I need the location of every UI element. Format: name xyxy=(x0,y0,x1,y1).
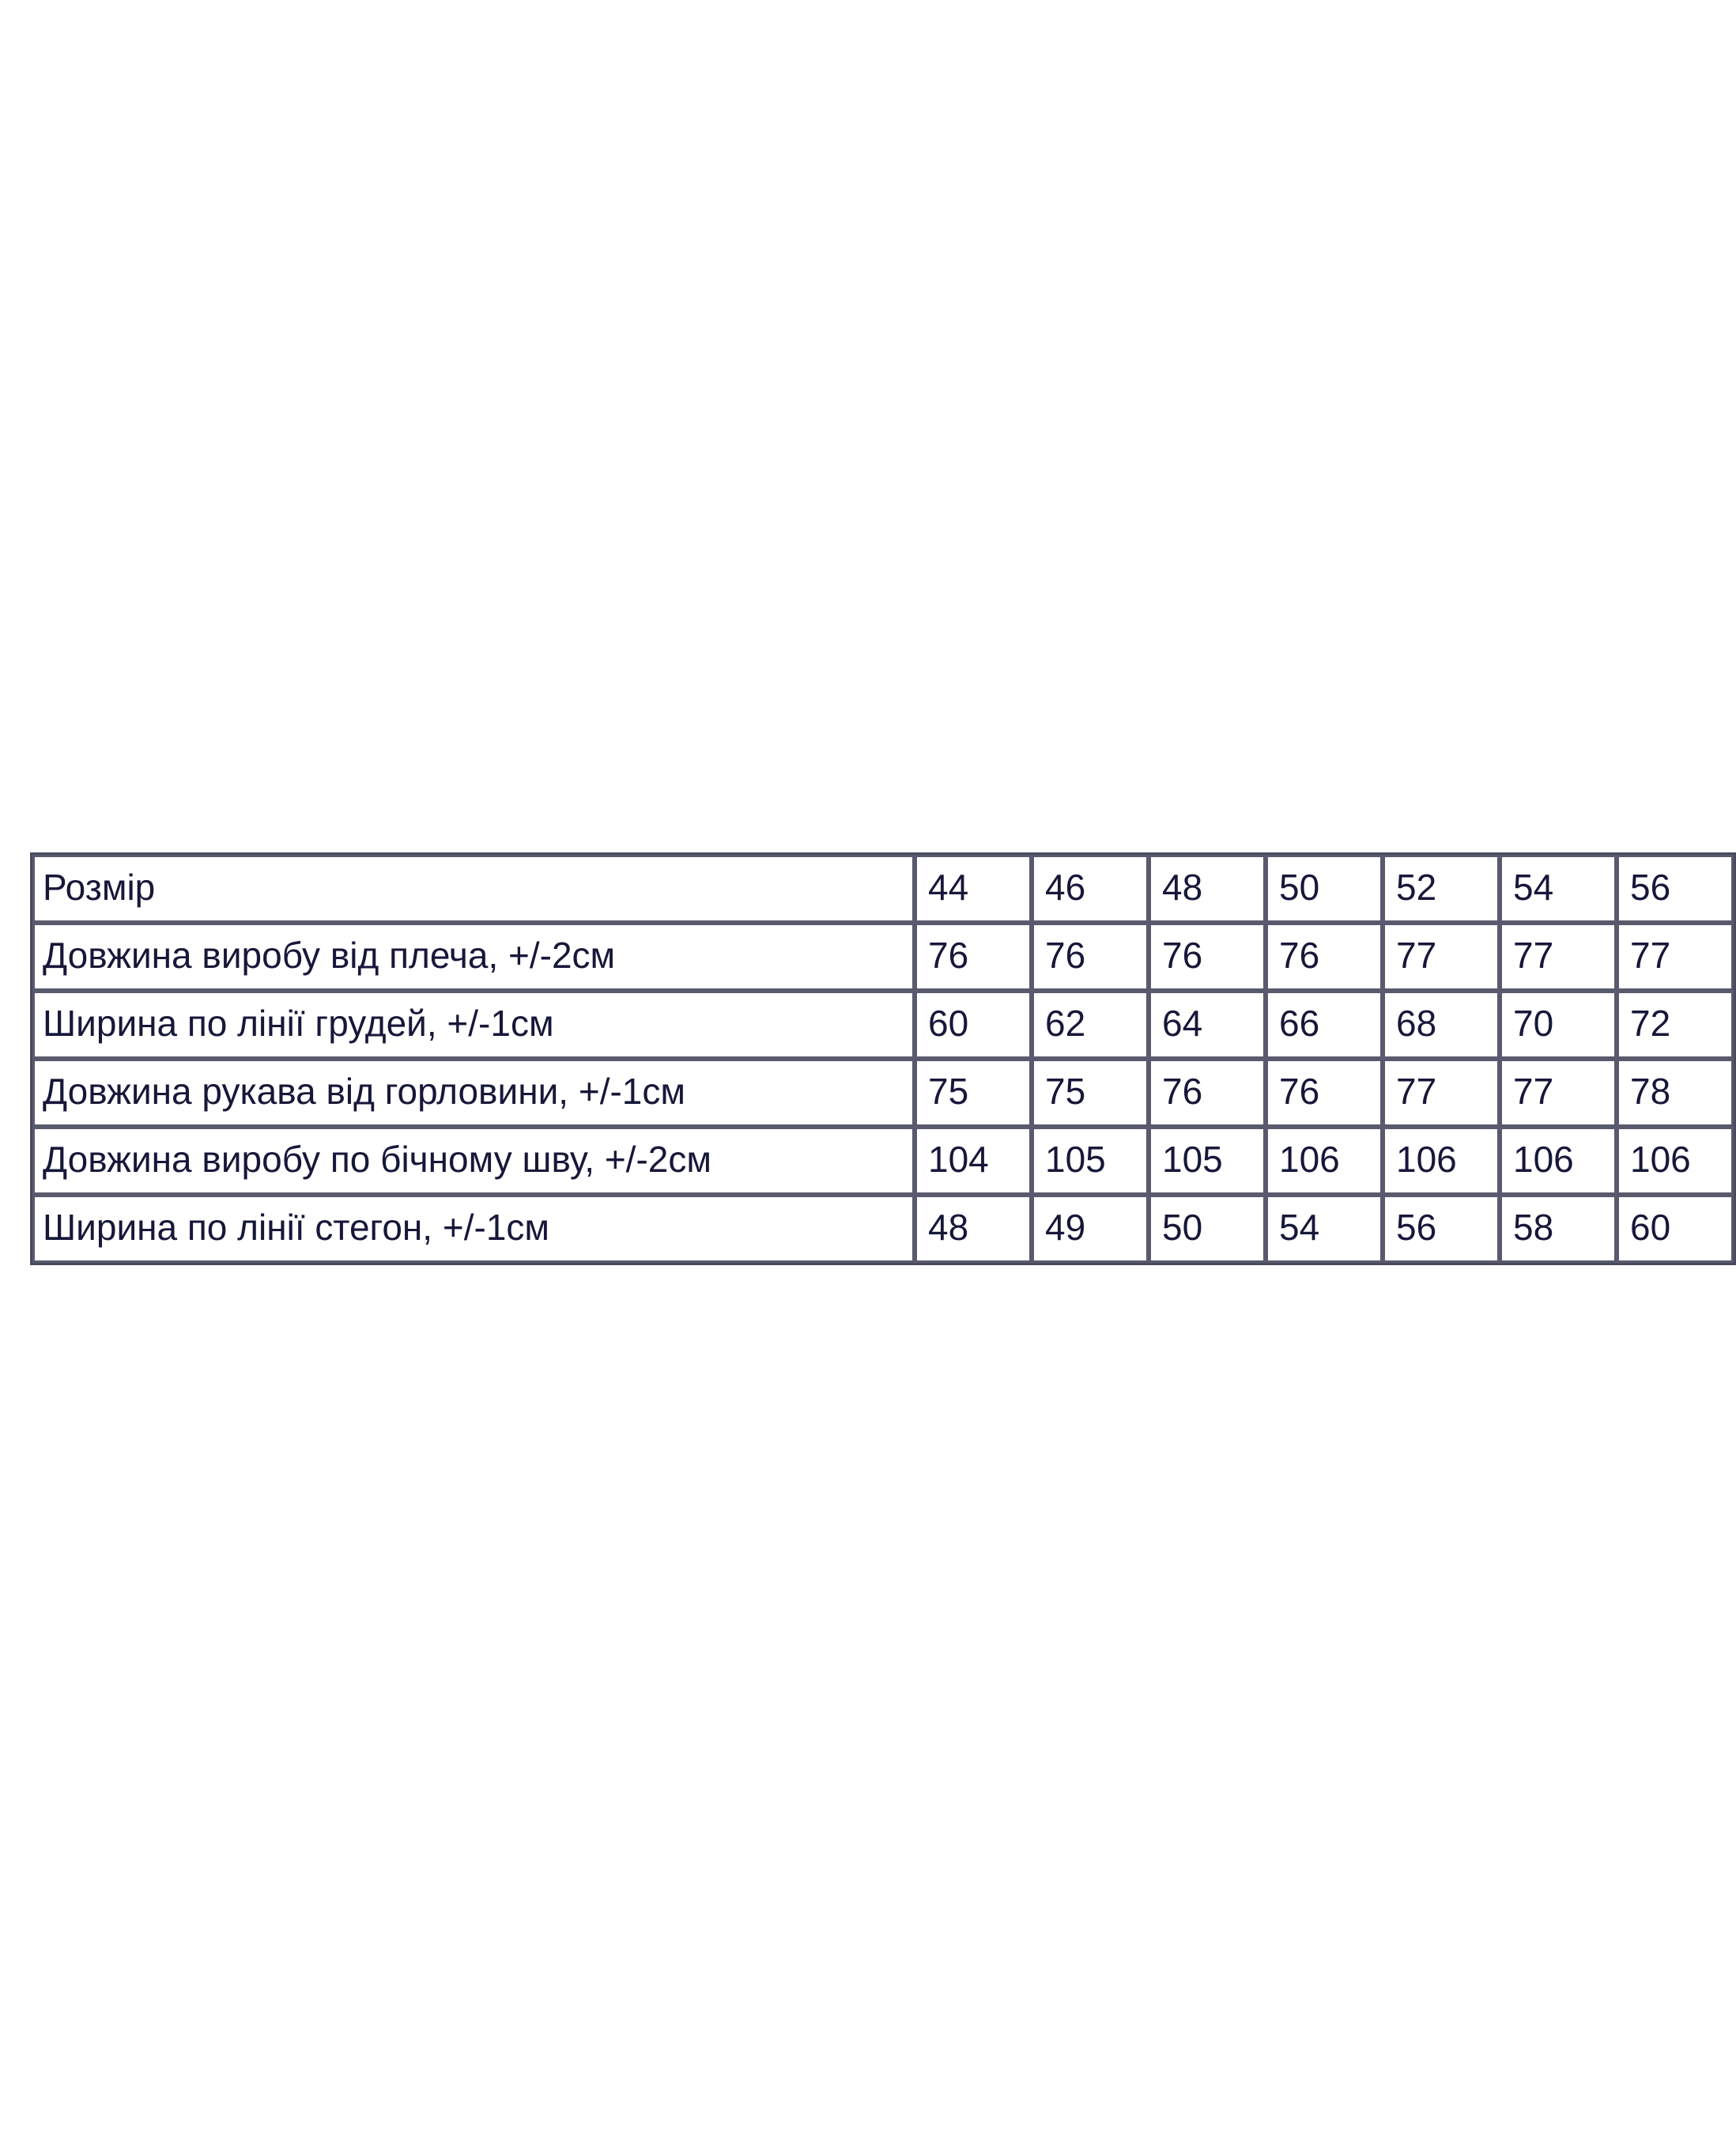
cell-chest-54: 70 xyxy=(1500,991,1617,1059)
cell-hip-52: 56 xyxy=(1383,1195,1500,1263)
cell-chest-52: 68 xyxy=(1383,991,1500,1059)
size-chart-table xyxy=(30,852,1736,1265)
cell-length-shoulder-56: 77 xyxy=(1617,923,1734,991)
cell-hip-46: 49 xyxy=(1032,1195,1149,1263)
cell-side-seam-48: 105 xyxy=(1149,1127,1266,1195)
cell-size-52: 52 xyxy=(1383,855,1500,923)
cell-side-seam-52: 106 xyxy=(1383,1127,1500,1195)
table-row xyxy=(32,855,1734,923)
table-row xyxy=(32,1059,1734,1127)
cell-sleeve-50: 76 xyxy=(1266,1059,1383,1127)
size-chart-container xyxy=(30,852,1691,1265)
cell-size-44: 44 xyxy=(915,855,1032,923)
row-label-sleeve-length: Довжина рукава від горловини, +/-1см xyxy=(32,1059,915,1127)
cell-size-54: 54 xyxy=(1500,855,1617,923)
cell-chest-50: 66 xyxy=(1266,991,1383,1059)
cell-length-shoulder-44: 76 xyxy=(915,923,1032,991)
table-row xyxy=(32,991,1734,1059)
cell-chest-56: 72 xyxy=(1617,991,1734,1059)
cell-length-shoulder-46: 76 xyxy=(1032,923,1149,991)
cell-size-50: 50 xyxy=(1266,855,1383,923)
cell-size-48: 48 xyxy=(1149,855,1266,923)
size-chart-body xyxy=(32,855,1734,1263)
cell-sleeve-54: 77 xyxy=(1500,1059,1617,1127)
cell-length-shoulder-48: 76 xyxy=(1149,923,1266,991)
cell-size-46: 46 xyxy=(1032,855,1149,923)
cell-chest-48: 64 xyxy=(1149,991,1266,1059)
cell-length-shoulder-52: 77 xyxy=(1383,923,1500,991)
cell-sleeve-46: 75 xyxy=(1032,1059,1149,1127)
table-row xyxy=(32,1127,1734,1195)
cell-hip-56: 60 xyxy=(1617,1195,1734,1263)
row-label-side-seam-length: Довжина виробу по бічному шву, +/-2см xyxy=(32,1127,915,1195)
table-row xyxy=(32,1195,1734,1263)
cell-hip-54: 58 xyxy=(1500,1195,1617,1263)
cell-hip-48: 50 xyxy=(1149,1195,1266,1263)
cell-chest-44: 60 xyxy=(915,991,1032,1059)
cell-sleeve-48: 76 xyxy=(1149,1059,1266,1127)
cell-side-seam-56: 106 xyxy=(1617,1127,1734,1195)
cell-side-seam-44: 104 xyxy=(915,1127,1032,1195)
cell-hip-50: 54 xyxy=(1266,1195,1383,1263)
cell-size-56: 56 xyxy=(1617,855,1734,923)
row-label-size: Розмір xyxy=(32,855,915,923)
cell-sleeve-44: 75 xyxy=(915,1059,1032,1127)
cell-side-seam-46: 105 xyxy=(1032,1127,1149,1195)
cell-length-shoulder-54: 77 xyxy=(1500,923,1617,991)
table-row xyxy=(32,923,1734,991)
cell-sleeve-52: 77 xyxy=(1383,1059,1500,1127)
row-label-chest-width: Ширина по лінії грудей, +/-1см xyxy=(32,991,915,1059)
cell-sleeve-56: 78 xyxy=(1617,1059,1734,1127)
cell-side-seam-50: 106 xyxy=(1266,1127,1383,1195)
row-label-length-from-shoulder: Довжина виробу від плеча, +/-2см xyxy=(32,923,915,991)
cell-chest-46: 62 xyxy=(1032,991,1149,1059)
cell-hip-44: 48 xyxy=(915,1195,1032,1263)
cell-length-shoulder-50: 76 xyxy=(1266,923,1383,991)
row-label-hip-width: Ширина по лінії стегон, +/-1см xyxy=(32,1195,915,1263)
cell-side-seam-54: 106 xyxy=(1500,1127,1617,1195)
